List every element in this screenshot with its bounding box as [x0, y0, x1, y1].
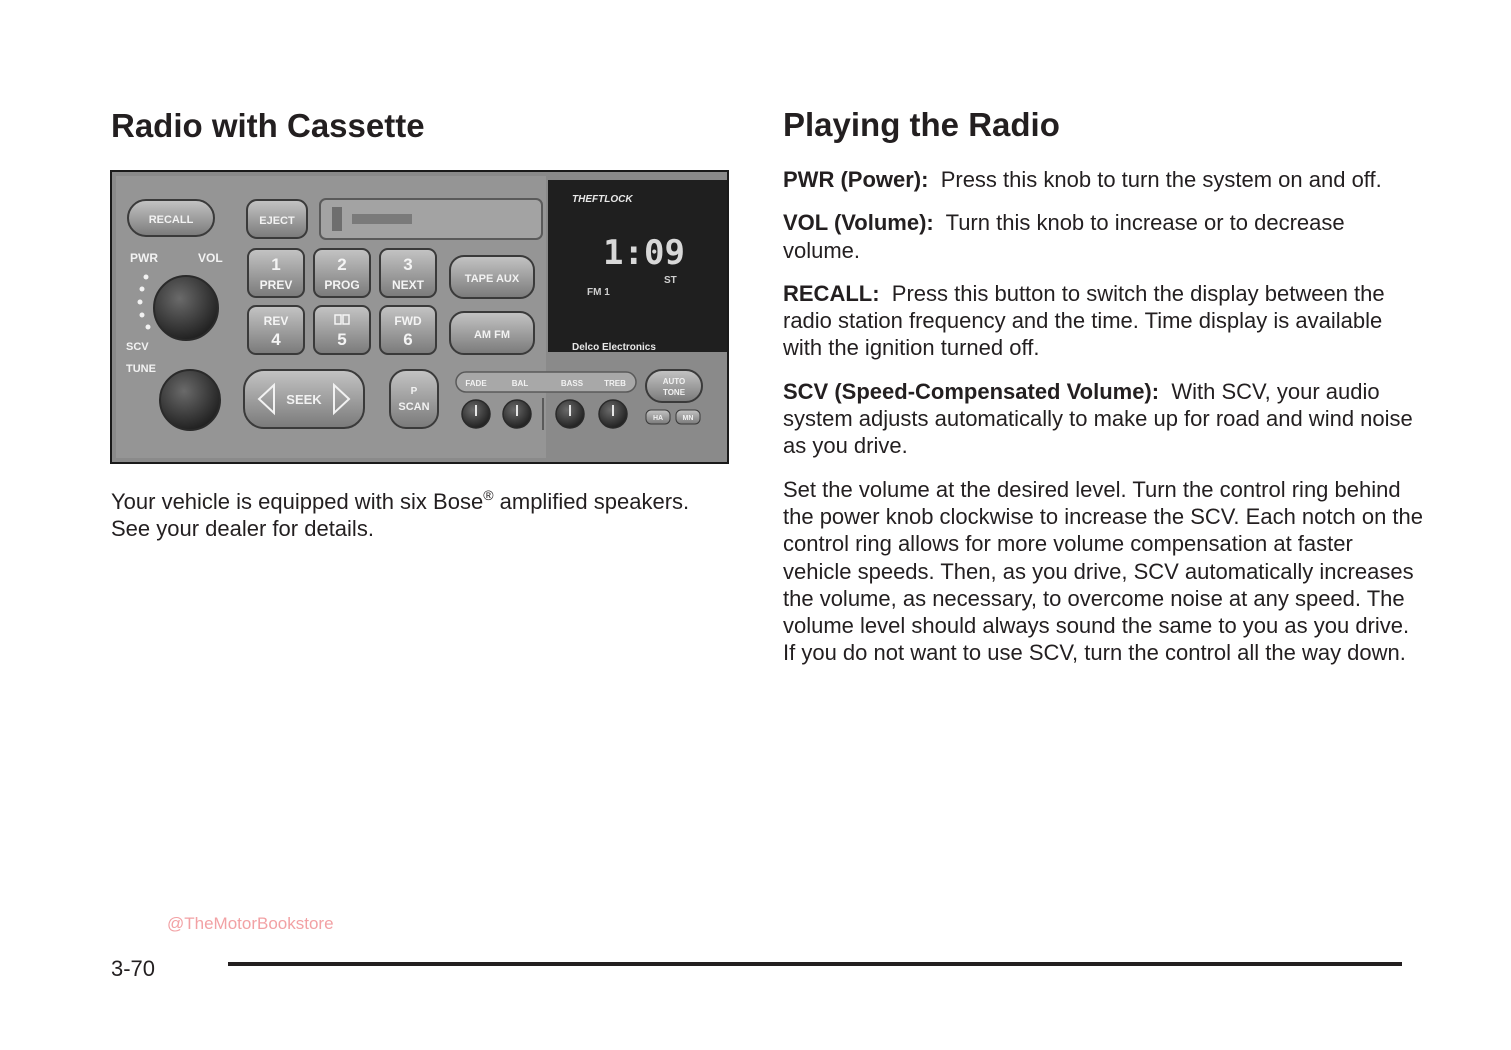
watermark: @TheMotorBookstore [167, 914, 334, 933]
svg-text:TONE: TONE [662, 388, 686, 397]
auto-tone-button [646, 370, 702, 402]
svg-text:1: 1 [271, 255, 281, 274]
svg-text:AM FM: AM FM [473, 329, 511, 341]
svg-text:P: P [410, 386, 418, 397]
playing-radio-text [783, 166, 1423, 683]
svg-text:NEXT: NEXT [391, 278, 425, 292]
pwr-paragraph: PWR (Power): Press this knob to turn the system on and off. [783, 167, 1382, 192]
vol-paragraph: VOL (Volume): Turn this knob to increase or to decrease volume. [783, 210, 1345, 263]
vol-label: VOL [198, 251, 223, 265]
svg-text:BAL: BAL [511, 379, 529, 388]
radio-photo [110, 170, 729, 464]
svg-text:Delco Electronics: Delco Electronics [572, 342, 656, 353]
svg-text:FADE: FADE [465, 379, 487, 388]
recall-button [128, 200, 214, 236]
svg-text:SEEK: SEEK [286, 392, 322, 407]
svg-text:MN: MN [682, 415, 694, 422]
svg-text:THEFTLOCK: THEFTLOCK [572, 194, 633, 205]
tape-aux-button [450, 256, 534, 298]
svg-text:ST: ST [664, 275, 677, 286]
seek-button [244, 370, 364, 428]
recall-paragraph: RECALL: Press this button to switch the display between the radio station frequency and the time. Time display is available with the ignition turned off. [783, 280, 1385, 361]
registered-mark: ® [483, 487, 494, 503]
svg-text:4: 4 [271, 330, 281, 349]
eject-button [247, 200, 307, 238]
pwr-label: PWR [130, 251, 158, 265]
power-volume-knob [154, 276, 218, 340]
preset-button-2 [314, 249, 370, 297]
svg-text:EJECT: EJECT [259, 215, 295, 227]
svg-text:SCAN: SCAN [398, 401, 430, 413]
section-title-radio-with-cassette: Radio with Cassette [111, 107, 425, 144]
scv-paragraph: SCV (Speed-Compensated Volume): With SCV, your audio system adjusts automatically to make up for road and wind noise as you drive. [783, 378, 1413, 459]
clock-readout: 1:09 [603, 233, 685, 273]
svg-text:TAPE AUX: TAPE AUX [464, 273, 520, 285]
radio-display [548, 180, 727, 353]
footer-rule [228, 962, 1402, 966]
section-title-playing-the-radio: Playing the Radio [783, 106, 1060, 143]
scv-label: SCV [126, 341, 149, 353]
svg-text:PROG: PROG [324, 278, 360, 292]
svg-text:TREB: TREB [604, 379, 626, 388]
svg-text:6: 6 [403, 330, 413, 349]
svg-text:5: 5 [337, 330, 347, 349]
svg-text:HA: HA [652, 415, 664, 422]
svg-text:2: 2 [337, 255, 347, 274]
svg-text:PREV: PREV [259, 278, 293, 292]
svg-text:AUTO: AUTO [662, 377, 686, 386]
tune-label: TUNE [126, 363, 156, 375]
svg-text:RECALL: RECALL [148, 214, 194, 226]
preset-button-6 [380, 306, 436, 354]
tune-knob [160, 370, 220, 430]
am-fm-button [450, 312, 534, 354]
svg-text:FM 1: FM 1 [587, 287, 610, 298]
pscan-button [390, 370, 438, 428]
preset-button-1 [248, 249, 304, 297]
svg-text:FWD: FWD [394, 314, 422, 328]
preset-button-3 [380, 249, 436, 297]
set-volume-paragraph: Set the volume at the desired level. Turn the control ring behind the power knob clockwise to increase the SCV. Each notch on the control ring allows for more volume compensation at faster vehicle speeds. Then, as you drive, SCV automatically increases the volume, as necessary, to overcome noise at any speed. The volume level should always sound the same to you as you drive. If you do not want to use SCV, turn the control all the way down. [783, 476, 1424, 666]
preset-button-4 [248, 306, 304, 354]
ha-button [646, 410, 670, 424]
svg-text:BASS: BASS [560, 379, 584, 388]
svg-text:3: 3 [403, 255, 413, 274]
bose-speaker-note: Your vehicle is equipped with six Bose® amplified speakers. See your dealer for details. [111, 487, 690, 542]
svg-text:REV: REV [263, 314, 289, 328]
preset-button-5 [314, 306, 370, 354]
mn-button [676, 410, 700, 424]
page-number: 3-70 [111, 956, 156, 981]
